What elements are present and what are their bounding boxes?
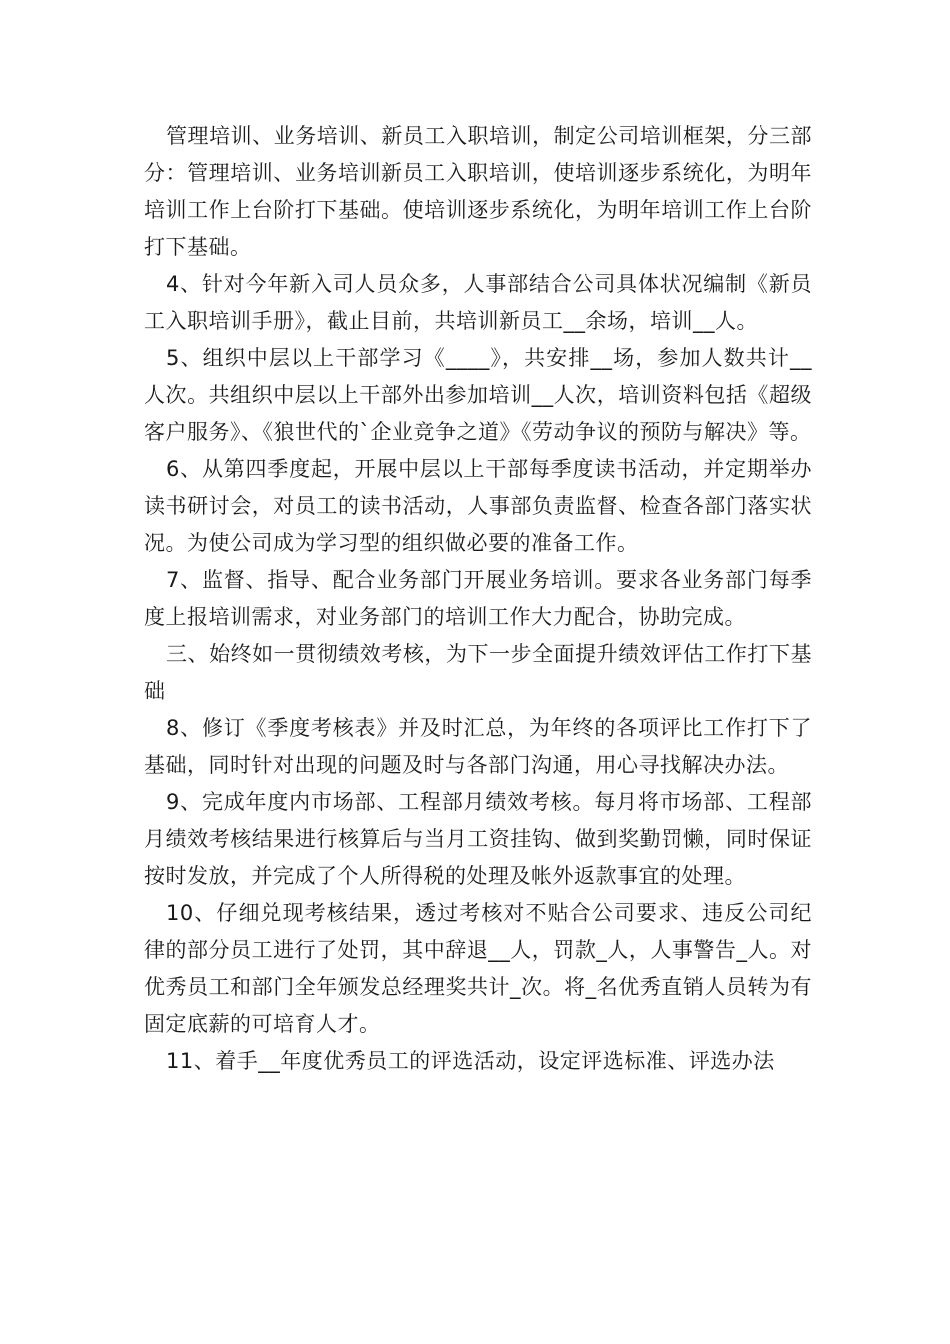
paragraph-item-4: 4、针对今年新入司人员众多，人事部结合公司具体状况编制《新员工入职培训手册》，截止目前，共培训新员工__余场，培训__人。 xyxy=(144,272,812,333)
paragraph-item-11: 11、着手__年度优秀员工的评选活动，设定评选标准、评选办法 xyxy=(166,1049,775,1073)
paragraph-item-9: 9、完成年度内市场部、工程部月绩效考核。每月将市场部、工程部月绩效考核结果进行核算后与当月工资挂钩、做到奖勤罚懒，同时保证按时发放，并完成了个人所得税的处理及帐外返款事宜的处理。 xyxy=(144,790,812,888)
paragraph-item-10: 10、仔细兑现考核结果，透过考核对不贴合公司要求、违反公司纪律的部分员工进行了处罚，其中辞退__人，罚款_人，人事警告_人。对优秀员工和部门全年颁发总经理奖共计_次。将_名优秀直销人员转为有固定底薪的可培育人才。 xyxy=(144,901,812,1036)
paragraph-item-5: 5、组织中层以上干部学习《____》，共安排__场，参加人数共计__人次。共组织中层以上干部外出参加培训__人次，培训资料包括《超级客户服务》、《狼世代的`企业竞争之道》《劳动争议的预防与解决》等。 xyxy=(144,346,812,444)
paragraph-item-8: 8、修订《季度考核表》并及时汇总，为年终的各项评比工作打下了基础，同时针对出现的问题及时与各部门沟通，用心寻找解决办法。 xyxy=(144,716,812,777)
paragraph-item-7: 7、监督、指导、配合业务部门开展业务培训。要求各业务部门每季度上报培训需求，对业务部门的培训工作大力配合，协助完成。 xyxy=(144,568,812,629)
paragraph-item-6: 6、从第四季度起，开展中层以上干部每季度读书活动，并定期举办读书研讨会，对员工的读书活动，人事部负责监督、检查各部门落实状况。为使公司成为学习型的组织做必要的准备工作。 xyxy=(144,457,812,555)
paragraph-training-framework: 管理培训、业务培训、新员工入职培训，制定公司培训框架，分三部分：管理培训、业务培训新员工入职培训，使培训逐步系统化，为明年培训工作上台阶打下基础。使培训逐步系统化，为明年培训工作上台阶打下基础。 xyxy=(144,124,812,259)
document-body xyxy=(144,118,812,1080)
section-heading-3: 三、始终如一贯彻绩效考核，为下一步全面提升绩效评估工作打下基础 xyxy=(144,642,812,703)
